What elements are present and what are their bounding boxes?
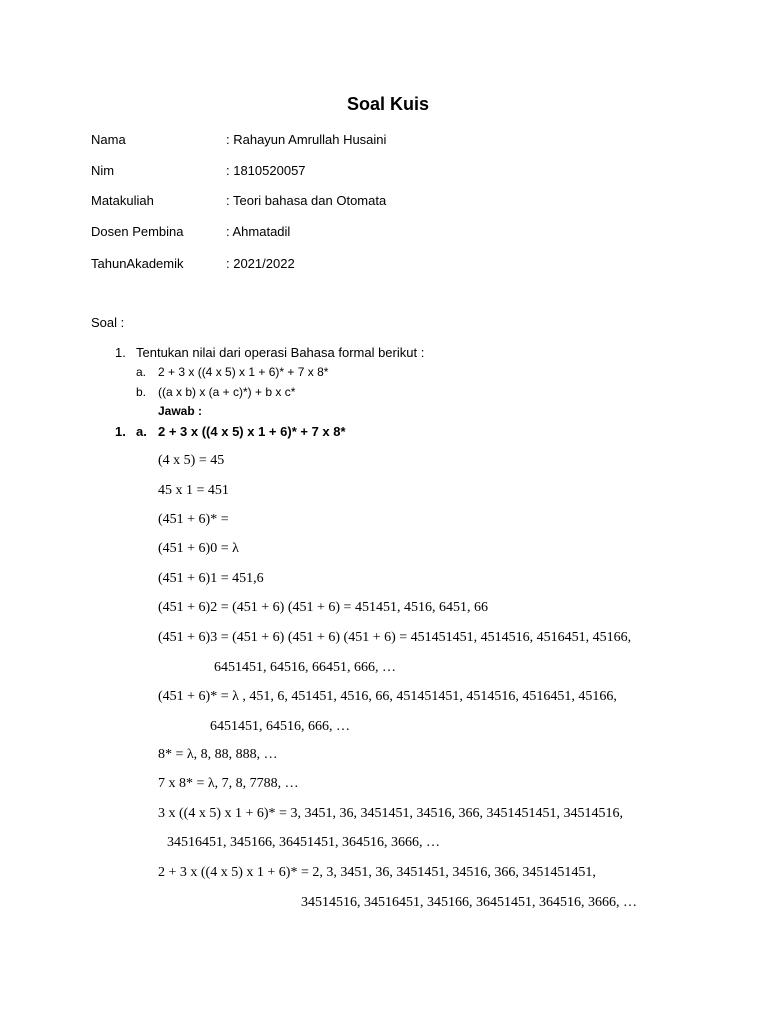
answer-step: 45 x 1 = 451 — [158, 483, 229, 498]
question-text: Tentukan nilai dari operasi Bahasa formal berikut : — [136, 345, 425, 360]
jawab-label: Jawab : — [158, 404, 203, 418]
header-value-nim: : 1810520057 — [226, 163, 306, 178]
question-sub-b-text: ((a x b) x (a + c)*) + b x c* — [158, 385, 296, 399]
answer-step: (451 + 6)2 = (451 + 6) (451 + 6) = 451451, 4516, 6451, 66 — [158, 600, 488, 615]
header-label-nama: Nama — [91, 132, 126, 147]
header-label-nim: Nim — [91, 163, 115, 178]
answer-step-continuation: 6451451, 64516, 666, … — [210, 719, 350, 734]
answer-step: (451 + 6)3 = (451 + 6) (451 + 6) (451 + 6) = 451451451, 4514516, 4516451, 45166, — [158, 630, 632, 645]
header-label-matakuliah: Matakuliah — [91, 193, 154, 208]
soal-label: Soal : — [91, 315, 125, 330]
answer-step: (451 + 6)0 = λ — [158, 541, 239, 556]
answer-step: 2 + 3 x ((4 x 5) x 1 + 6)* = 2, 3, 3451, 36, 3451451, 34516, 366, 3451451451, — [158, 865, 596, 880]
question-number: 1. — [115, 345, 126, 360]
answer-step: (451 + 6)* = — [158, 512, 229, 527]
answer-step: 3 x ((4 x 5) x 1 + 6)* = 3, 3451, 36, 3451451, 34516, 366, 3451451451, 34514516, — [158, 806, 623, 821]
answer-step: (4 x 5) = 45 — [158, 453, 225, 468]
question-sub-a-letter: a. — [136, 365, 147, 379]
question-sub-b-letter: b. — [136, 385, 147, 399]
answer-number: 1. — [115, 424, 126, 439]
answer-heading: 2 + 3 x ((4 x 5) x 1 + 6)* + 7 x 8* — [158, 424, 346, 439]
answer-step: 8* = λ, 8, 88, 888, … — [158, 747, 278, 762]
answer-step-continuation: 34514516, 34516451, 345166, 36451451, 364516, 3666, … — [301, 895, 637, 910]
header-value-tahun: : 2021/2022 — [226, 256, 295, 271]
answer-step-continuation: 34516451, 345166, 36451451, 364516, 3666, … — [167, 835, 440, 850]
page-title: Soal Kuis — [347, 94, 430, 114]
answer-step: (451 + 6)1 = 451,6 — [158, 571, 264, 586]
header-label-dosen: Dosen Pembina — [91, 224, 184, 239]
question-sub-a-text: 2 + 3 x ((4 x 5) x 1 + 6)* + 7 x 8* — [158, 365, 329, 379]
header-value-dosen: : Ahmatadil — [226, 224, 291, 239]
header-value-nama: : Rahayun Amrullah Husaini — [226, 132, 387, 147]
header-value-matakuliah: : Teori bahasa dan Otomata — [226, 193, 387, 208]
answer-letter: a. — [136, 424, 147, 439]
answer-step-continuation: 6451451, 64516, 66451, 666, … — [214, 660, 396, 675]
answer-step: 7 x 8* = λ, 7, 8, 7788, … — [158, 776, 299, 791]
header-label-tahun: TahunAkademik — [91, 256, 184, 271]
answer-step: (451 + 6)* = λ , 451, 6, 451451, 4516, 66, 451451451, 4514516, 4516451, 45166, — [158, 689, 617, 704]
